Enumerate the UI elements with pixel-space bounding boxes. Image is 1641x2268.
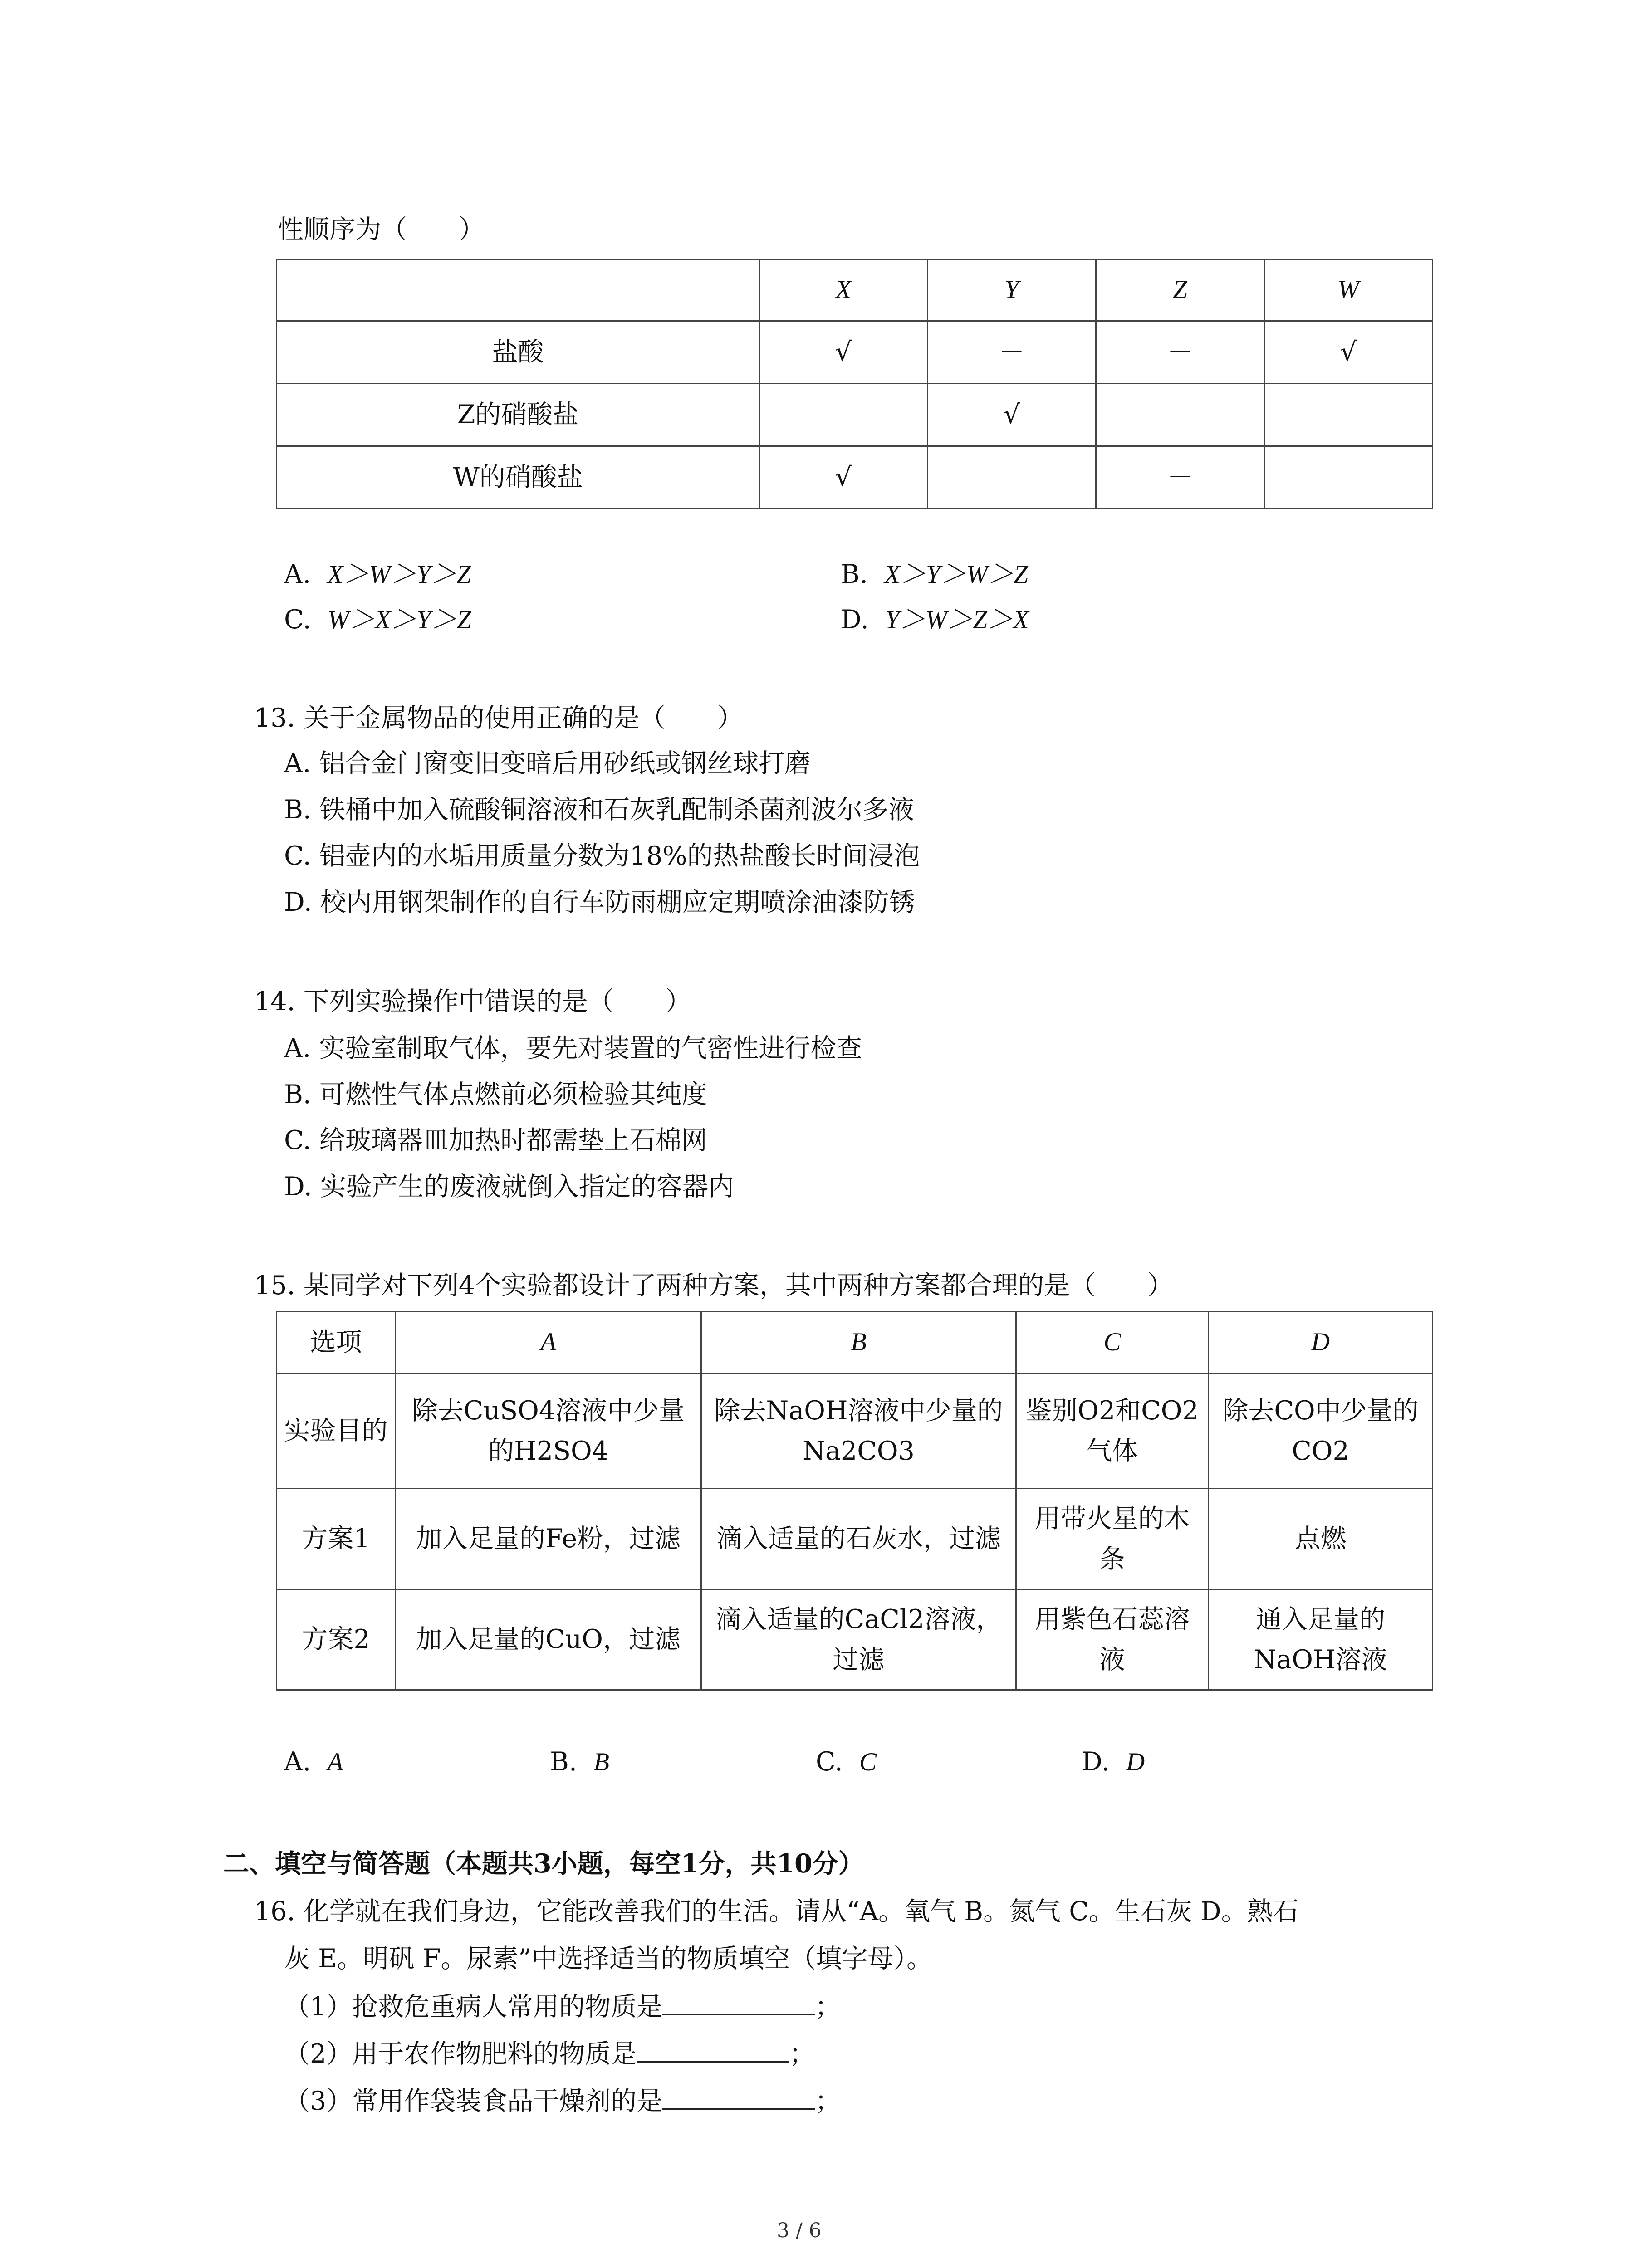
q12-header-w: W: [1264, 259, 1433, 321]
q12-cell: √: [759, 321, 928, 384]
q15-option-c: C. C: [816, 1747, 877, 1777]
q12-reaction-table: [276, 259, 1433, 509]
q12-option-c: C. W＞X＞Y＞Z: [284, 605, 471, 635]
q16-item-2: （2）用于农作物肥料的物质是 ；: [284, 2039, 815, 2069]
q12-option-d: D. Y＞W＞Z＞X: [841, 605, 1029, 635]
q13-option-b: B. 铁桶中加入硫酸铜溶液和石灰乳配制杀菌剂波尔多液: [284, 795, 915, 825]
q13-option-d: D. 校内用钢架制作的自行车防雨棚应定期喷涂油漆防锈: [284, 887, 915, 917]
q15-plan1-cell: 加入足量的Fe粉，过滤: [396, 1489, 701, 1589]
q15-header-a: A: [396, 1312, 701, 1374]
q15-plan1-cell: 用带火星的木条: [1016, 1489, 1209, 1589]
q15-purpose-cell: 鉴别O2和CO2气体: [1016, 1374, 1209, 1489]
q12-cell: [1096, 384, 1264, 446]
page-number: 3 / 6: [777, 2219, 822, 2242]
q12-row-label: 盐酸: [277, 321, 759, 384]
q12-header-x: X: [759, 259, 928, 321]
q12-cell: －: [1096, 446, 1264, 509]
q12-header-z: Z: [1096, 259, 1264, 321]
q12-cell: [1264, 384, 1433, 446]
q13-stem: 13. 关于金属物品的使用正确的是（ ）: [254, 703, 743, 733]
q12-cell: √: [759, 446, 928, 509]
q15-header-option: 选项: [277, 1312, 396, 1374]
q12-cell: [928, 446, 1096, 509]
q15-plan-table: [276, 1311, 1433, 1691]
q15-plan2-cell: 滴入适量的CaCl2溶液，过滤: [701, 1589, 1016, 1690]
q12-row-label: Z的硝酸盐: [277, 384, 759, 446]
q15-row-label-purpose: 实验目的: [277, 1374, 396, 1489]
q15-purpose-cell: 除去CO中少量的CO2: [1209, 1374, 1433, 1489]
q15-header-b: B: [701, 1312, 1016, 1374]
q15-option-a: A. A: [284, 1747, 343, 1777]
q12-cell: √: [1264, 321, 1433, 384]
q16-answer-blank-3[interactable]: [662, 2107, 815, 2110]
q15-plan2-cell: 加入足量的CuO，过滤: [396, 1589, 701, 1690]
q15-plan1-cell: 点燃: [1209, 1489, 1433, 1589]
q12-cell: [1264, 446, 1433, 509]
q15-row-label-plan2: 方案2: [277, 1589, 396, 1690]
q15-plan1-cell: 滴入适量的石灰水，过滤: [701, 1489, 1016, 1589]
q12-option-a: A. X＞W＞Y＞Z: [284, 559, 471, 589]
q12-intro: 性顺序为（ ）: [278, 215, 485, 244]
q12-header-y: Y: [928, 259, 1096, 321]
q15-plan2-cell: 用紫色石蕊溶液: [1016, 1589, 1209, 1690]
q15-purpose-cell: 除去CuSO4溶液中少量的H2SO4: [396, 1374, 701, 1489]
section-2-heading: 二、填空与简答题（本题共3小题，每空1分，共10分）: [223, 1848, 864, 1879]
q14-stem: 14. 下列实验操作中错误的是（ ）: [254, 987, 691, 1017]
q13-option-a: A. 铝合金门窗变旧变暗后用砂纸或钢丝球打磨: [284, 748, 811, 778]
q12-cell: －: [928, 321, 1096, 384]
q12-cell: [759, 384, 928, 446]
q14-option-b: B. 可燃性气体点燃前必须检验其纯度: [284, 1080, 708, 1110]
q16-stem-line-1: 16. 化学就在我们身边，它能改善我们的生活。请从“A。氧气 B。氮气 C。生石灰 D。熟石: [254, 1897, 1299, 1926]
q16-stem-line-2: 灰 E。明矾 F。尿素”中选择适当的物质填空（填字母）。: [284, 1944, 933, 1974]
q15-header-c: C: [1016, 1312, 1209, 1374]
q14-option-c: C. 给玻璃器皿加热时都需垫上石棉网: [284, 1125, 707, 1155]
q16-answer-blank-1[interactable]: [662, 2013, 815, 2015]
q15-stem: 15. 某同学对下列4个实验都设计了两种方案，其中两种方案都合理的是（ ）: [254, 1271, 1174, 1300]
q15-plan2-cell: 通入足量的NaOH溶液: [1209, 1589, 1433, 1690]
q16-item-3: （3）常用作袋装食品干燥剂的是 ；: [284, 2086, 841, 2116]
q15-header-d: D: [1209, 1312, 1433, 1374]
q16-item-1: （1）抢救危重病人常用的物质是 ；: [284, 1992, 841, 2022]
q12-cell: √: [928, 384, 1096, 446]
q12-cell: －: [1096, 321, 1264, 384]
q12-header-cell-empty: [277, 259, 759, 321]
q12-option-b: B. X＞Y＞W＞Z: [841, 559, 1028, 589]
q12-row-label: W的硝酸盐: [277, 446, 759, 509]
q13-option-c: C. 铝壶内的水垢用质量分数为18%的热盐酸长时间浸泡: [284, 841, 920, 871]
q16-answer-blank-2[interactable]: [637, 2060, 789, 2063]
q15-option-b: B. B: [550, 1747, 610, 1777]
q15-purpose-cell: 除去NaOH溶液中少量的Na2CO3: [701, 1374, 1016, 1489]
q14-option-a: A. 实验室制取气体，要先对装置的气密性进行检查: [284, 1033, 862, 1063]
q14-option-d: D. 实验产生的废液就倒入指定的容器内: [284, 1172, 734, 1202]
q15-row-label-plan1: 方案1: [277, 1489, 396, 1589]
q15-option-d: D. D: [1082, 1747, 1145, 1777]
